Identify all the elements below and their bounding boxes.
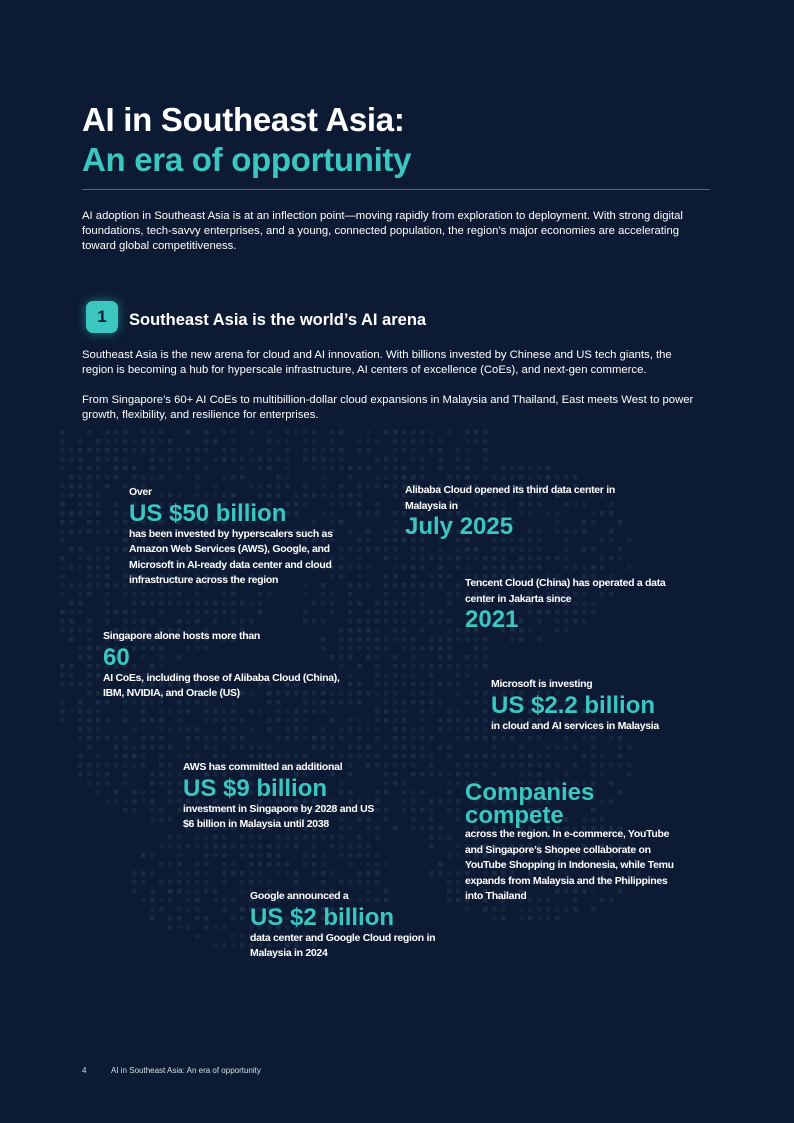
- stat-singapore-value: 60: [103, 643, 130, 671]
- stat-hyperscalers-post: has been invested by hyperscalers such as Amazon Web Services (AWS), Google, and Microsoft in AI-ready data center and cloud infrastructure across the region: [129, 527, 333, 586]
- stat-google-pre: Google announced a: [250, 890, 349, 902]
- stat-tencent-pre: Tencent Cloud (China) has operated a data center in Jakarta since: [465, 577, 666, 605]
- stat-hyperscalers: [129, 485, 344, 589]
- footer-page-number: 4: [82, 1066, 87, 1075]
- stat-aws-pre: AWS has committed an additional: [183, 761, 343, 773]
- stat-aws-value: US $9 billion: [183, 774, 328, 802]
- stat-companies: [465, 781, 685, 905]
- section-paragraph-1: Southeast Asia is the new arena for cloud and AI innovation. With billions invested by Chinese and US tech giants, the region is becoming a hub for hyperscale infrastructure, AI centers of excellence (CoEs), and next-gen commerce.: [82, 349, 672, 376]
- stat-google-post: data center and Google Cloud region in Malaysia in 2024: [250, 931, 436, 959]
- stat-singapore-post: AI CoEs, including those of Alibaba Cloud (China), IBM, NVIDIA, and Oracle (US): [103, 671, 340, 699]
- intro-paragraph: AI adoption in Southeast Asia is at an inflection point—moving rapidly from exploration to deployment. With strong digital foundations, tech-savvy enterprises, and a young, connected population, the region’s major economies are accelerating toward global competitiveness.: [82, 210, 683, 252]
- section-number-badge: 1: [86, 301, 118, 333]
- stat-singapore: [103, 629, 343, 702]
- stat-alibaba: [405, 483, 630, 540]
- stat-aws-post: investment in Singapore by 2028 and US $6 billion in Malaysia until 2038: [183, 802, 375, 830]
- stat-hyperscalers-pre: Over: [129, 486, 152, 498]
- stat-google-value: US $2 billion: [250, 903, 395, 931]
- stat-microsoft: [491, 677, 706, 734]
- stat-aws: [183, 760, 383, 833]
- stat-microsoft-post: in cloud and AI services in Malaysia: [491, 719, 659, 732]
- stat-companies-post: across the region. In e-commerce, YouTube and Singapore’s Shopee collaborate on YouTube Shopping in Indonesia, while Temu expands from Malaysia and the Philippines into Thailand: [465, 828, 674, 902]
- footer-document-title: AI in Southeast Asia: An era of opportunity: [111, 1066, 261, 1075]
- stat-tencent: [465, 576, 690, 633]
- title-divider: [82, 189, 710, 190]
- stat-google: [250, 889, 455, 962]
- stat-tencent-value: 2021: [465, 606, 519, 633]
- stat-hyperscalers-value: US $50 billion: [129, 499, 287, 527]
- page-title-line2: An era of opportunity: [82, 141, 412, 178]
- stat-singapore-pre: Singapore alone hosts more than: [103, 630, 260, 642]
- section-paragraph-2: From Singapore’s 60+ AI CoEs to multibillion-dollar cloud expansions in Malaysia and Thailand, East meets West to power growth, flexibility, and resilience for enterprises.: [82, 394, 694, 421]
- stat-alibaba-value: July 2025: [405, 513, 514, 540]
- stat-alibaba-pre: Alibaba Cloud opened its third data center in Malaysia in: [405, 484, 615, 512]
- stat-microsoft-pre: Microsoft is investing: [491, 678, 593, 690]
- page-title-line1: AI in Southeast Asia:: [82, 101, 405, 138]
- stat-companies-value: Companies compete: [465, 779, 595, 829]
- section-title: Southeast Asia is the world’s AI arena: [129, 311, 427, 329]
- stat-microsoft-value: US $2.2 billion: [491, 691, 656, 719]
